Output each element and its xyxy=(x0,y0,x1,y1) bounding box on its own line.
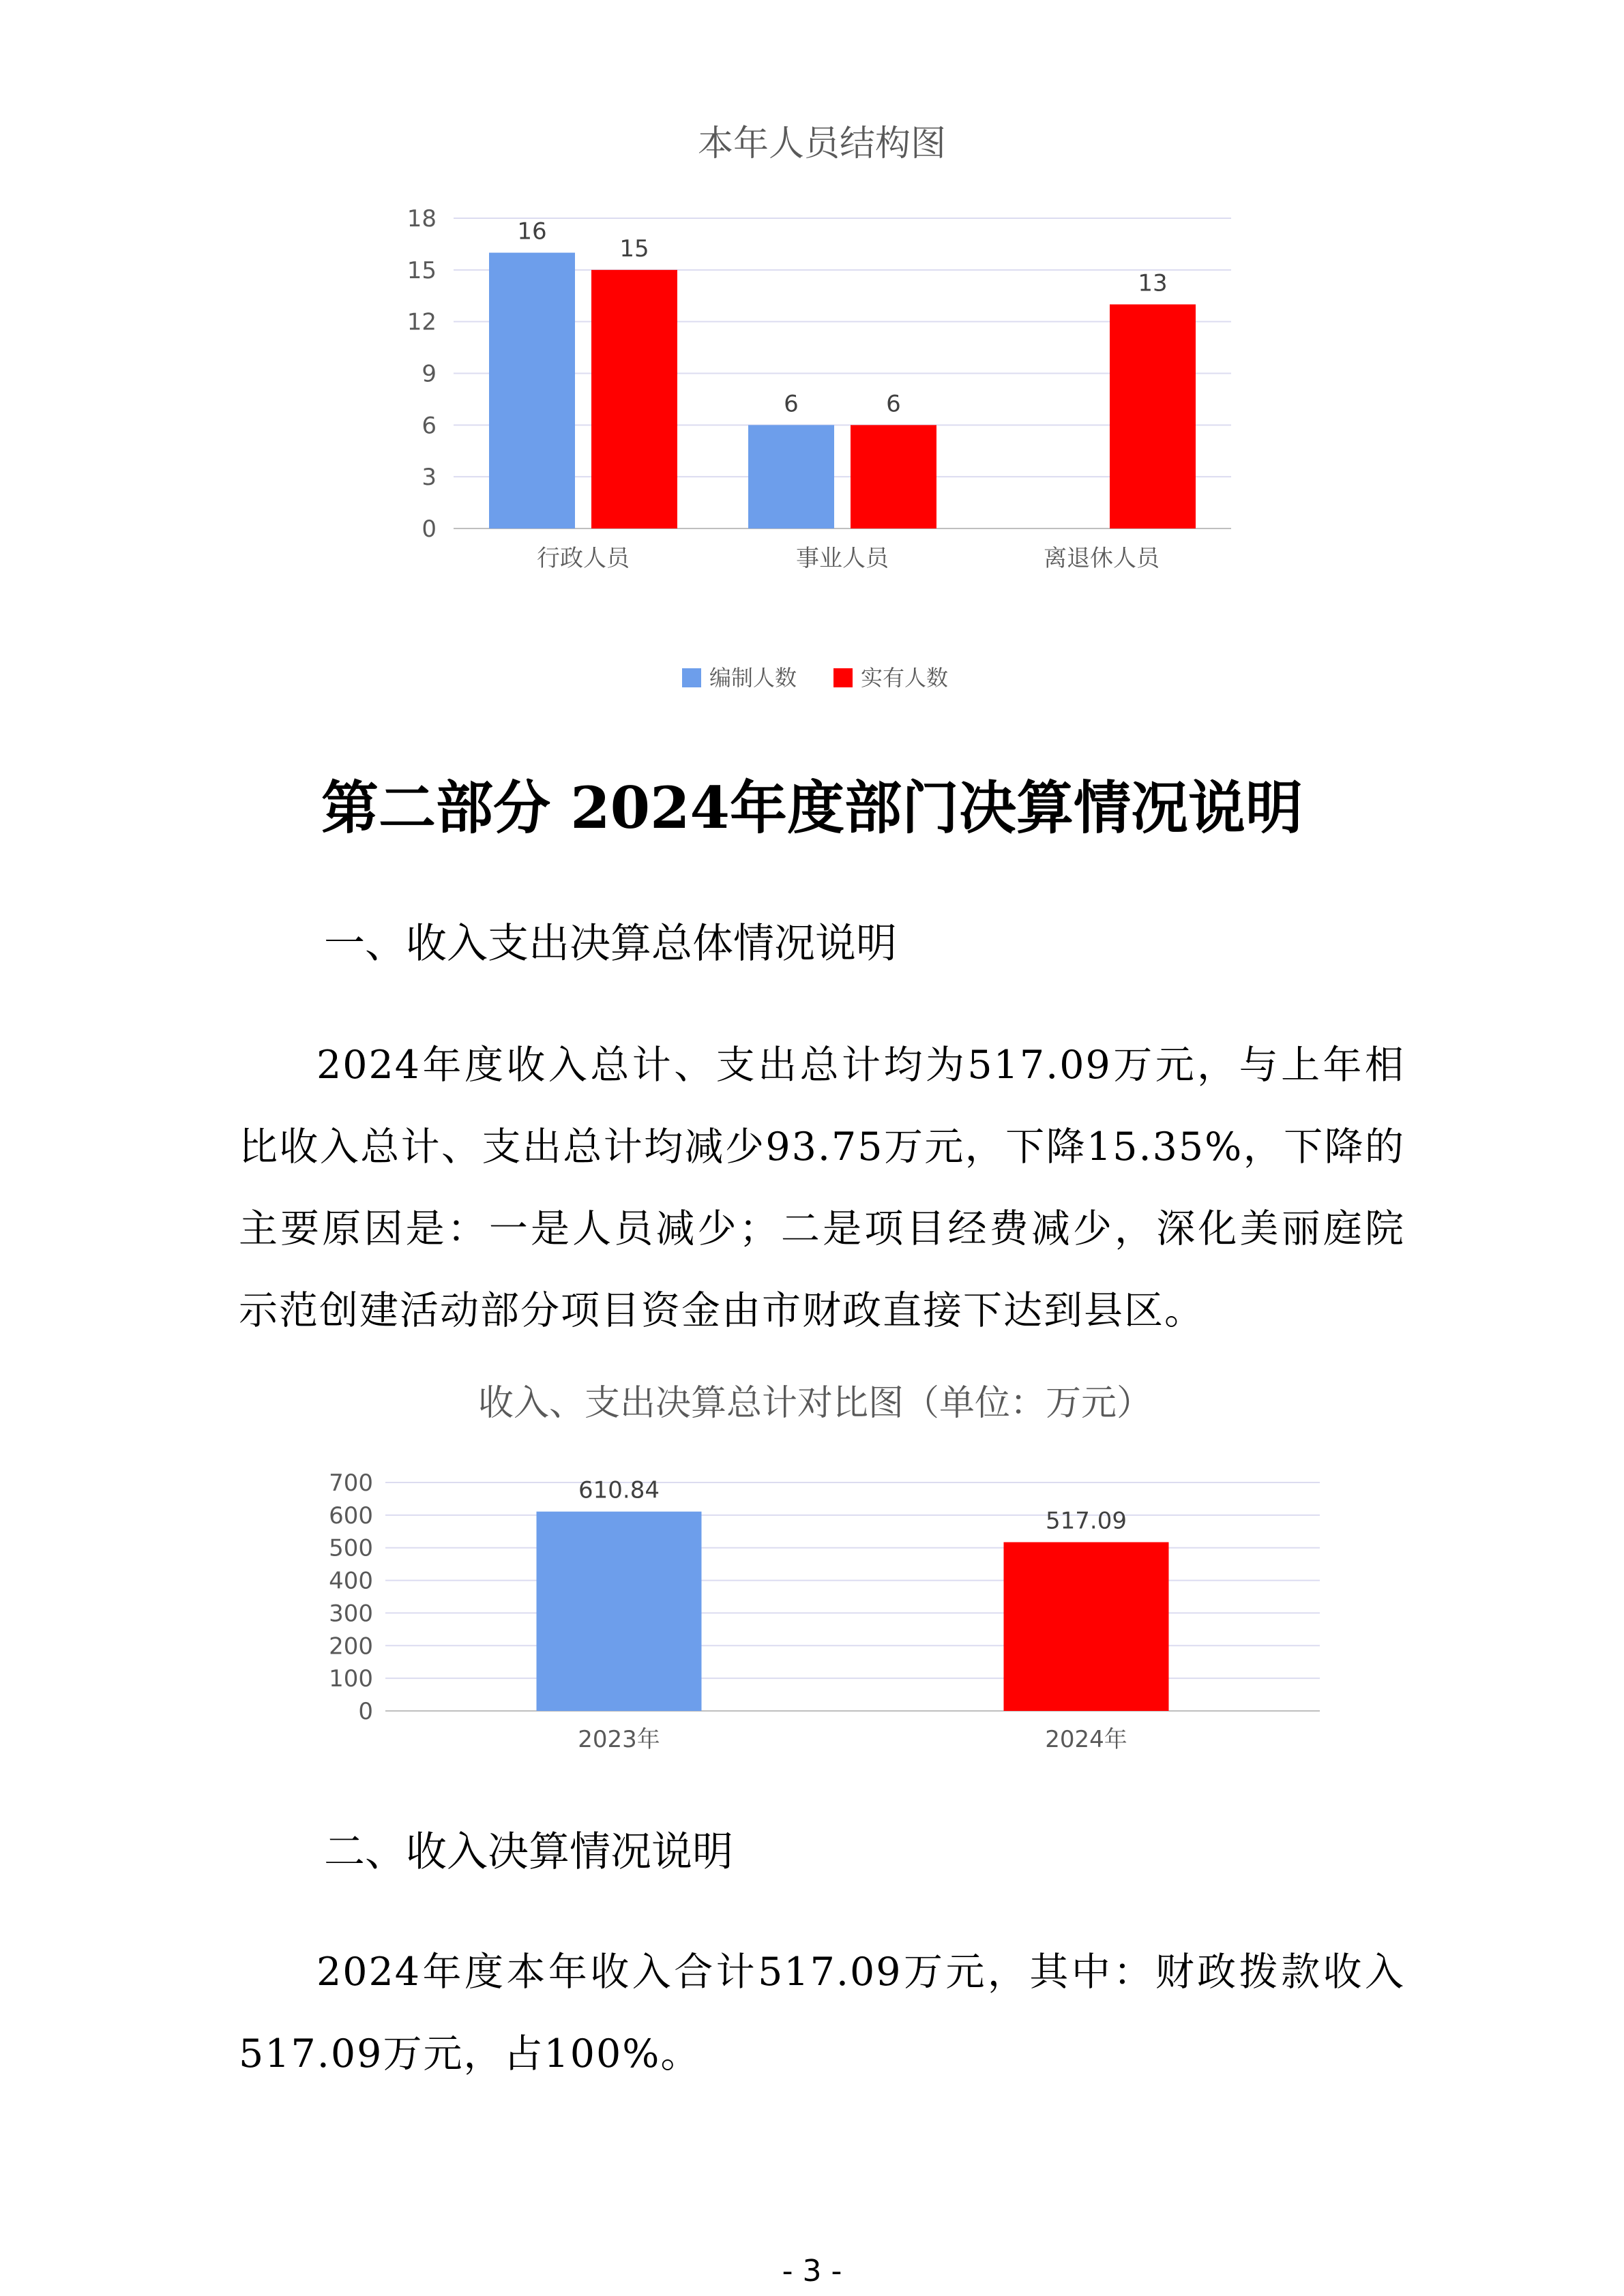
chart1-ytick: 18 xyxy=(407,205,437,233)
chart2-ytick: 300 xyxy=(329,1600,373,1628)
chart2-ytick-labels xyxy=(329,1470,373,1725)
legend-label-bianzhi: 编制人数 xyxy=(709,665,797,691)
chart2-gridlines xyxy=(385,1482,1320,1711)
chart2-xtick: 2024年 xyxy=(1045,1726,1127,1753)
chart2-data-label: 517.09 xyxy=(1046,1507,1127,1535)
chart1-ytick: 3 xyxy=(422,464,437,492)
section1-heading: 一、收入支出决算总体情况说明 xyxy=(324,920,897,968)
chart1-ytick: 6 xyxy=(422,412,437,440)
chart2-bars xyxy=(537,1512,1169,1711)
chart1-bars xyxy=(489,253,1196,528)
page-number: - 3 - xyxy=(782,2254,842,2288)
chart1-title: 本年人员结构图 xyxy=(697,123,947,164)
chart1-xtick: 事业人员 xyxy=(796,545,889,572)
legend-swatch-bianzhi xyxy=(682,668,701,687)
chart1-data-label: 15 xyxy=(619,235,649,263)
chart1-xtick: 行政人员 xyxy=(537,545,630,572)
chart1-ytick: 0 xyxy=(422,516,437,543)
chart1-legend xyxy=(682,665,948,691)
chart1-xtick-labels xyxy=(537,545,1162,572)
chart1-bar xyxy=(1110,304,1196,528)
chart1-bar xyxy=(489,253,575,528)
chart1-bar xyxy=(591,270,677,528)
chart1-xtick: 离退休人员 xyxy=(1044,545,1160,572)
chart2-ytick: 700 xyxy=(329,1470,373,1497)
section2-paragraph: 2024年度本年收入合计517.09万元，其中：财政拨款收入517.09万元，占100%。 xyxy=(239,1950,1405,2076)
part-title: 第二部分 2024年度部门决算情况说明 xyxy=(321,774,1303,841)
legend-swatch-shiyou xyxy=(833,668,853,687)
chart2-ytick: 100 xyxy=(329,1665,373,1693)
chart2-title: 收入、支出决算总计对比图（单位：万元） xyxy=(477,1383,1153,1424)
chart1-ytick-labels xyxy=(407,205,437,543)
chart2-ytick: 0 xyxy=(358,1698,373,1725)
section1-paragraph: 2024年度收入总计、支出总计均为517.09万元，与上年相比收入总计、支出总计均减少93.75万元，下降15.35%，下降的主要原因是：一是人员减少；二是项目经费减少，深化美丽庭院示范创建活动部分项目资金由市财政直接下达到县区。 xyxy=(239,1043,1405,1333)
chart2-bar xyxy=(1004,1542,1169,1711)
chart1-data-label: 13 xyxy=(1138,269,1168,297)
chart2-bar xyxy=(537,1512,702,1711)
chart1-data-label: 6 xyxy=(784,390,799,418)
legend-label-shiyou: 实有人数 xyxy=(861,665,949,691)
section2-heading: 二、收入决算情况说明 xyxy=(324,1828,733,1876)
staff-structure-chart xyxy=(407,123,1231,691)
chart1-ytick: 12 xyxy=(407,308,437,336)
income-expense-chart xyxy=(329,1383,1320,1753)
chart2-xtick-labels xyxy=(578,1726,1127,1753)
chart1-bar xyxy=(851,425,936,528)
chart1-bar xyxy=(748,425,834,528)
chart1-ytick: 15 xyxy=(407,256,437,284)
chart2-ytick: 600 xyxy=(329,1502,373,1530)
chart1-data-label: 6 xyxy=(886,390,901,418)
chart2-ytick: 500 xyxy=(329,1534,373,1562)
chart1-data-label: 16 xyxy=(517,218,547,245)
chart2-ytick: 200 xyxy=(329,1632,373,1660)
chart2-ytick: 400 xyxy=(329,1567,373,1595)
chart2-xtick: 2023年 xyxy=(578,1726,660,1753)
chart1-ytick: 9 xyxy=(422,360,437,388)
chart2-data-label: 610.84 xyxy=(578,1476,660,1504)
